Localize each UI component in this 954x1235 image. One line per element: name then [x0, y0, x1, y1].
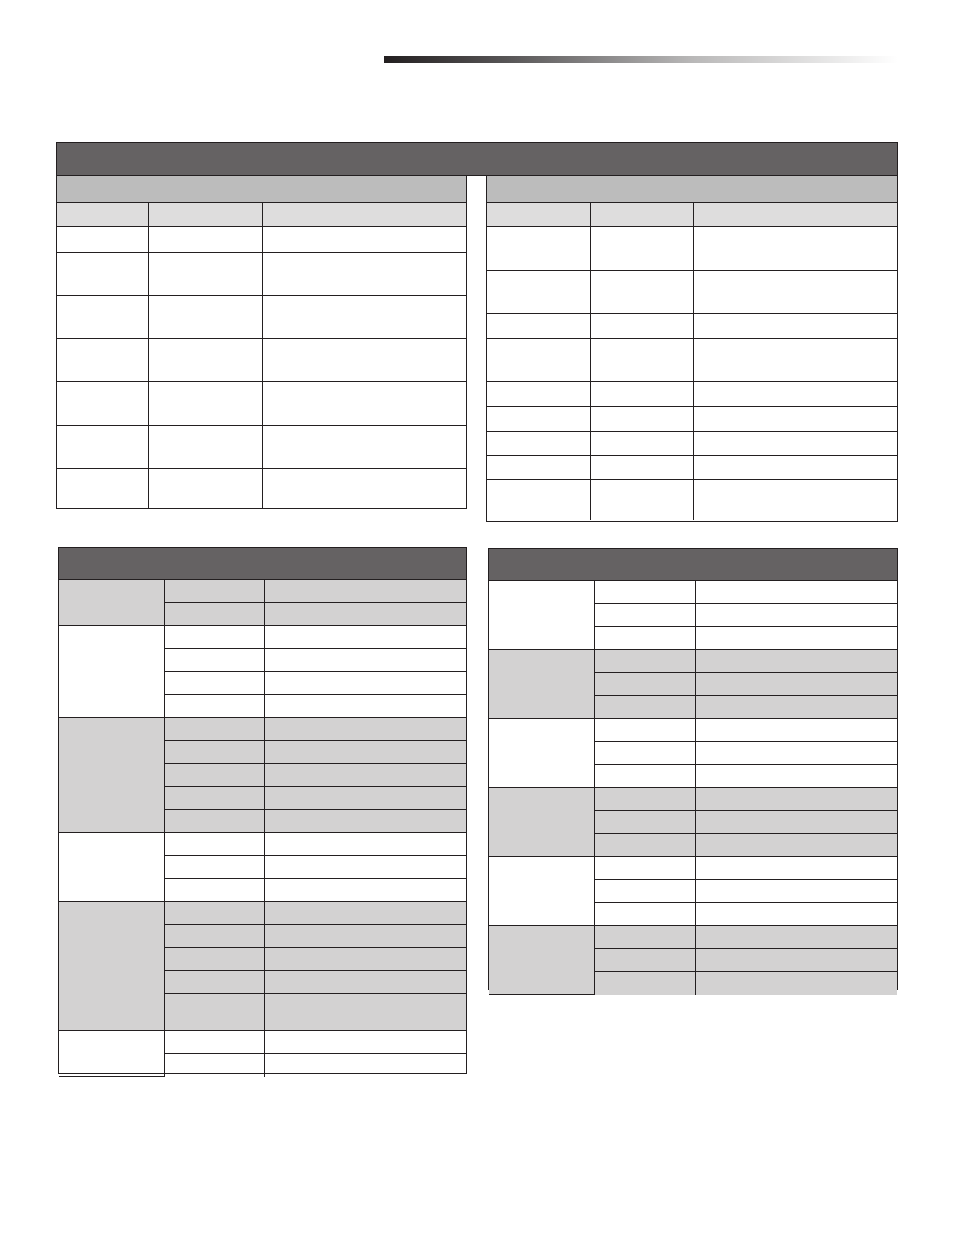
table-cell [262, 296, 466, 339]
table-cell [590, 480, 693, 520]
table-cell [695, 811, 897, 834]
table-row [487, 271, 897, 314]
table-cell [487, 271, 590, 314]
table-cell [164, 856, 264, 879]
table-cell [590, 339, 693, 382]
table-cell [695, 857, 897, 880]
table-cell [695, 604, 897, 627]
top-right-grid [487, 202, 897, 520]
table-cell [693, 271, 897, 314]
bottom-right-grid [489, 580, 897, 995]
table-cell [164, 971, 264, 994]
group-label [59, 1031, 164, 1077]
table-cell [590, 227, 693, 271]
bottom-left-heading [59, 548, 466, 580]
table-cell [693, 456, 897, 480]
table-cell [264, 948, 466, 971]
table-cell [693, 227, 897, 271]
table-cell [164, 902, 264, 925]
table-row [57, 469, 466, 509]
column-header [57, 203, 148, 227]
table-cell [264, 626, 466, 649]
table-cell [695, 581, 897, 604]
table-cell [264, 856, 466, 879]
table-cell [695, 765, 897, 788]
group-label [59, 626, 164, 718]
table-cell [594, 926, 695, 949]
table-cell [590, 271, 693, 314]
header-row [487, 203, 897, 227]
table-cell [487, 339, 590, 382]
table-cell [148, 296, 262, 339]
column-header [262, 203, 466, 227]
group-label [489, 788, 594, 857]
table-cell [262, 426, 466, 469]
table-cell [594, 880, 695, 903]
table-cell [148, 339, 262, 382]
table-cell [695, 719, 897, 742]
table-row [487, 456, 897, 480]
table-cell [262, 253, 466, 296]
table-cell [164, 879, 264, 902]
table-row [489, 788, 897, 811]
table-row [59, 1031, 466, 1054]
table-cell [594, 673, 695, 696]
table-cell [487, 432, 590, 456]
table-cell [264, 672, 466, 695]
table-row [59, 833, 466, 856]
table-row [59, 626, 466, 649]
table-cell [693, 480, 897, 520]
table-row [57, 296, 466, 339]
table-cell [695, 880, 897, 903]
table-cell [590, 382, 693, 407]
group-label [59, 718, 164, 833]
group-label [489, 650, 594, 719]
table-row [57, 382, 466, 426]
header-row [57, 203, 466, 227]
table-cell [594, 949, 695, 972]
bottom-right-table [488, 548, 898, 990]
table-cell [487, 382, 590, 407]
table-cell [164, 672, 264, 695]
column-header [487, 203, 590, 227]
table-row [487, 480, 897, 520]
top-left-subheading [57, 176, 466, 203]
table-cell [264, 925, 466, 948]
table-cell [594, 811, 695, 834]
top-left-table [56, 175, 467, 509]
table-row [59, 580, 466, 603]
group-label [489, 926, 594, 995]
table-cell [57, 253, 148, 296]
table-cell [264, 764, 466, 787]
table-row [57, 339, 466, 382]
table-cell [590, 432, 693, 456]
table-row [57, 227, 466, 253]
table-cell [693, 432, 897, 456]
table-cell [594, 903, 695, 926]
table-row [487, 407, 897, 432]
table-cell [164, 718, 264, 741]
group-label [489, 857, 594, 926]
table-row [59, 718, 466, 741]
table-cell [264, 902, 466, 925]
table-cell [264, 1054, 466, 1077]
top-right-subheading [487, 176, 897, 203]
table-cell [164, 787, 264, 810]
group-label [489, 581, 594, 650]
table-cell [487, 407, 590, 432]
table-cell [164, 649, 264, 672]
table-row [489, 719, 897, 742]
table-cell [57, 469, 148, 509]
table-row [489, 857, 897, 880]
table-cell [594, 742, 695, 765]
table-cell [594, 765, 695, 788]
group-label [59, 833, 164, 902]
table-cell [695, 673, 897, 696]
table-cell [264, 695, 466, 718]
table-cell [262, 339, 466, 382]
top-left-grid [57, 202, 466, 509]
table-cell [594, 834, 695, 857]
top-right-table [486, 175, 898, 522]
table-cell [264, 994, 466, 1031]
table-cell [264, 603, 466, 626]
column-header [693, 203, 897, 227]
table-cell [264, 879, 466, 902]
table-cell [693, 382, 897, 407]
table-row [489, 650, 897, 673]
table-row [59, 902, 466, 925]
table-row [487, 227, 897, 271]
table-row [489, 581, 897, 604]
table-cell [695, 949, 897, 972]
table-cell [695, 650, 897, 673]
table-cell [164, 925, 264, 948]
table-cell [695, 788, 897, 811]
table-cell [164, 603, 264, 626]
table-cell [264, 741, 466, 764]
table-cell [164, 1054, 264, 1077]
table-cell [695, 834, 897, 857]
table-cell [164, 810, 264, 833]
table-cell [148, 426, 262, 469]
table-cell [164, 741, 264, 764]
table-cell [264, 580, 466, 603]
table-cell [262, 227, 466, 253]
table-cell [695, 972, 897, 995]
table-row [487, 432, 897, 456]
table-cell [164, 580, 264, 603]
table-cell [594, 696, 695, 719]
table-cell [487, 227, 590, 271]
table-cell [693, 339, 897, 382]
table-cell [148, 227, 262, 253]
table-cell [264, 971, 466, 994]
table-cell [262, 382, 466, 426]
group-label [489, 719, 594, 788]
group-label [59, 902, 164, 1031]
table-cell [148, 253, 262, 296]
column-header [148, 203, 262, 227]
table-row [57, 426, 466, 469]
table-cell [264, 787, 466, 810]
table-cell [164, 626, 264, 649]
table-row [489, 926, 897, 949]
table-cell [57, 382, 148, 426]
table-cell [590, 314, 693, 339]
table-cell [594, 972, 695, 995]
group-label [59, 580, 164, 626]
header-gradient-bar [384, 56, 898, 63]
table-cell [264, 718, 466, 741]
table-row [487, 382, 897, 407]
table-cell [695, 627, 897, 650]
table-cell [264, 649, 466, 672]
table-cell [148, 469, 262, 509]
column-header [590, 203, 693, 227]
table-cell [164, 948, 264, 971]
table-cell [264, 810, 466, 833]
table-cell [590, 456, 693, 480]
table-cell [487, 480, 590, 520]
table-cell [693, 407, 897, 432]
table-cell [57, 426, 148, 469]
table-cell [57, 296, 148, 339]
table-cell [594, 719, 695, 742]
table-cell [594, 581, 695, 604]
main-banner [56, 142, 898, 176]
table-cell [164, 994, 264, 1031]
table-cell [264, 1031, 466, 1054]
bottom-left-table [58, 547, 467, 1074]
table-cell [164, 695, 264, 718]
table-cell [594, 604, 695, 627]
table-cell [487, 314, 590, 339]
table-cell [590, 407, 693, 432]
table-cell [693, 314, 897, 339]
table-cell [695, 696, 897, 719]
table-cell [594, 650, 695, 673]
table-cell [594, 627, 695, 650]
table-cell [695, 903, 897, 926]
table-cell [148, 382, 262, 426]
table-cell [57, 227, 148, 253]
table-cell [695, 742, 897, 765]
bottom-right-heading [489, 549, 897, 581]
table-cell [594, 857, 695, 880]
table-cell [594, 788, 695, 811]
table-cell [264, 833, 466, 856]
bottom-left-grid [59, 579, 466, 1077]
table-row [487, 339, 897, 382]
table-cell [695, 926, 897, 949]
table-row [57, 253, 466, 296]
table-cell [57, 339, 148, 382]
table-row [487, 314, 897, 339]
table-cell [262, 469, 466, 509]
table-cell [164, 1031, 264, 1054]
table-cell [487, 456, 590, 480]
table-cell [164, 764, 264, 787]
table-cell [164, 833, 264, 856]
